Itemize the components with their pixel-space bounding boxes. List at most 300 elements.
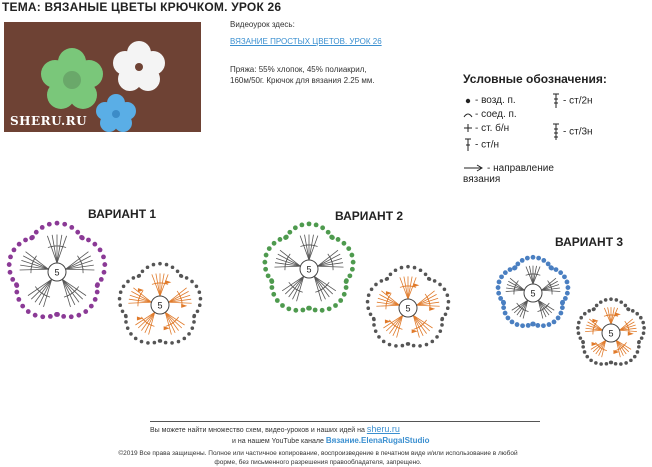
chain-dot (556, 316, 561, 321)
chain-dot (566, 285, 571, 290)
chain-dot (146, 265, 150, 269)
chain-dot (275, 298, 280, 303)
legend-item-sc: - ст. б/н (463, 123, 509, 134)
chain-dot (541, 258, 546, 263)
chain-dot (95, 282, 100, 287)
petal (29, 221, 85, 263)
chain-dot (431, 340, 435, 344)
legend-item-slip: - соед. п. (463, 109, 517, 120)
chain-dot (535, 323, 540, 328)
stitch-line (314, 276, 329, 297)
chain-dot (126, 326, 130, 330)
chain-dot (126, 280, 130, 284)
chain-dot (614, 362, 618, 366)
chain-dot (525, 256, 530, 261)
chain-dot (61, 314, 66, 319)
ring-count-label: 5 (54, 267, 60, 278)
chain-dot (320, 308, 325, 313)
chain-dot (10, 277, 15, 282)
chain-dot (7, 262, 12, 267)
petal (318, 235, 356, 284)
chain-dot (47, 222, 52, 227)
chain-dot (124, 320, 128, 324)
chain-dot (631, 309, 635, 313)
chain-dot (17, 242, 22, 247)
chain-dot (615, 298, 619, 302)
chain-dot (192, 314, 196, 318)
chain-dot (141, 270, 145, 274)
stitch-line (616, 340, 629, 352)
ring-count-label: 5 (608, 328, 614, 339)
chain-dot (278, 237, 283, 242)
chain-dot (400, 266, 404, 270)
chain-dot (284, 235, 289, 240)
chain-dot (577, 321, 581, 325)
chain-dot (185, 276, 189, 280)
chain-dot (286, 306, 291, 311)
chain-dot (153, 341, 157, 345)
chain-dot (350, 253, 355, 258)
chain-dot (624, 304, 628, 308)
chain-dot (262, 260, 267, 265)
footer-copyright: ©2019 Все права защищены. Полное или частичное копирование, воспроизведение в печатном виде и/или использование в любой форме, без письменного разрешения правообладателя, запрещено. (118, 450, 518, 466)
chain-dot (187, 332, 191, 336)
sheru-link[interactable]: sheru.ru (366, 424, 400, 434)
single-crochet-icon (463, 123, 473, 133)
chain-dot (146, 341, 150, 345)
legend-item-dtr: - ст/3н (551, 123, 593, 141)
chain-dot (30, 235, 35, 240)
chain-dot (102, 270, 107, 275)
chain-dot (369, 312, 373, 316)
chain-dot (552, 319, 557, 324)
direction-arrow (412, 329, 418, 333)
chain-dot (581, 345, 585, 349)
stitch-line (160, 274, 164, 296)
chain-dot (320, 225, 325, 230)
chain-dot (326, 230, 331, 235)
petal (283, 221, 335, 260)
legend-item-direction: - направление вязания (463, 163, 554, 185)
chain-dot (159, 339, 163, 343)
chain-dot (636, 350, 640, 354)
petal (609, 340, 641, 366)
chain-dot (446, 293, 450, 297)
stitch-line (389, 315, 402, 333)
direction-arrow (429, 307, 435, 311)
chain-dot (122, 285, 126, 289)
chain-dot (190, 280, 194, 284)
chain-dot (12, 248, 17, 253)
chain-dot (401, 344, 405, 348)
stitch-line (533, 266, 537, 284)
chain-dot (639, 316, 643, 320)
photo-brand-watermark: SHERU.RU (10, 114, 88, 128)
petal (66, 235, 108, 288)
chain-dot (48, 314, 53, 319)
chain-dot (177, 340, 181, 344)
chain-dot (280, 303, 285, 308)
chain-dot (526, 323, 531, 328)
chain-dot (14, 283, 19, 288)
stitch-line (318, 266, 344, 267)
chain-dot (633, 355, 637, 359)
stitch-line (47, 236, 57, 263)
chain-dot (92, 242, 97, 247)
stitch-line (593, 340, 606, 352)
chain-dot (377, 335, 381, 339)
chain-dot (439, 329, 443, 333)
chain-dot (609, 297, 613, 301)
chain-dot (592, 307, 596, 311)
chain-dot (346, 246, 351, 251)
chain-dot (585, 355, 589, 359)
chain-dot (179, 274, 183, 278)
chain-dot (440, 323, 444, 327)
chain-dot (300, 308, 305, 313)
chain-dot (501, 301, 506, 306)
chain-dot (599, 362, 603, 366)
stitch-line (66, 269, 95, 270)
chain-dot (604, 298, 608, 302)
legend-item-dc: - ст/н (463, 138, 499, 152)
petal (581, 340, 613, 366)
stitch-line (585, 330, 602, 331)
legend-item-tr: - ст/2н (551, 93, 593, 109)
chain-dot (101, 254, 106, 259)
chain-dot (374, 329, 378, 333)
direction-arrow (628, 332, 634, 336)
stitch-bar (538, 310, 543, 312)
chain-dot (14, 290, 19, 295)
chain-dot (579, 336, 583, 340)
chain-dot (444, 312, 448, 316)
chain-dot (129, 332, 133, 336)
stitch-line (542, 290, 561, 291)
chain-dot (327, 306, 332, 311)
stitch-line (35, 279, 52, 302)
petal (169, 274, 203, 318)
slip-stitch-icon (463, 109, 473, 119)
chain-dot (446, 306, 450, 310)
legend-title: Условные обозначения: (463, 72, 607, 86)
chain-dot (389, 273, 393, 277)
ring-count-label: 5 (157, 300, 163, 311)
variant-3-inner-diagram (570, 292, 652, 374)
chain-dot (413, 266, 417, 270)
chain-dot (307, 221, 312, 226)
variant-3-label: ВАРИАНТ 3 (555, 235, 624, 249)
chain-dot (587, 309, 591, 313)
chain-dot (382, 340, 386, 344)
stitch-line (309, 236, 318, 260)
chain-dot (558, 311, 563, 316)
chain-dot (370, 288, 374, 292)
chain-dot (62, 222, 67, 227)
chain-dot (626, 307, 630, 311)
petal (14, 279, 60, 319)
stitch-line (417, 305, 440, 306)
petal (592, 297, 631, 324)
petal (7, 235, 49, 288)
stitch-line (169, 302, 192, 303)
chain-dot (196, 309, 200, 313)
stitch-line (52, 235, 57, 263)
petal (417, 277, 451, 321)
chain-dot (158, 262, 162, 266)
petal (262, 235, 300, 284)
chain-dot (583, 312, 587, 316)
stitch-line (620, 330, 637, 331)
chain-dot (137, 274, 141, 278)
arrow-icon (463, 163, 485, 173)
chain-dot (497, 280, 502, 285)
stitch-bar (166, 325, 171, 327)
chain-dot (440, 317, 444, 321)
chain-dot (272, 241, 277, 246)
chain-dot (171, 265, 175, 269)
chain-dot (124, 315, 128, 319)
stitch-line (506, 290, 525, 291)
chain-dot (419, 268, 423, 272)
chain-dot (270, 285, 275, 290)
chain-dot (380, 279, 384, 283)
footer-divider (150, 421, 540, 422)
stitch-line (156, 274, 160, 296)
stitch-line (160, 274, 168, 296)
chain-dot (34, 230, 39, 235)
chain-dot (344, 278, 349, 283)
petal (496, 265, 525, 305)
chain-dot (581, 341, 585, 345)
chain-dot (610, 361, 614, 365)
stitch-bar (315, 290, 320, 292)
chain-dot (199, 297, 203, 301)
chain-dot (344, 285, 349, 290)
chain-dot (338, 298, 343, 303)
variant-1-outer-diagram (0, 215, 115, 330)
chain-dot (560, 300, 565, 305)
chain-dot (531, 322, 536, 327)
chain-dot (102, 262, 107, 267)
chain-dot (367, 293, 371, 297)
stitch-line (408, 277, 416, 299)
chain-dot (433, 279, 437, 283)
chain-dot (140, 340, 144, 344)
chain-dot (152, 263, 156, 267)
chain-dot (565, 280, 570, 285)
stitch-line (404, 277, 408, 299)
chain-dot (40, 314, 45, 319)
stitch-line (20, 269, 49, 270)
chain-dot (366, 300, 370, 304)
chain-dot (119, 290, 123, 294)
chain-dot (435, 335, 439, 339)
chain-dot (641, 321, 645, 325)
direction-arrow (165, 280, 171, 284)
chain-dot (547, 322, 552, 327)
chain-dot (508, 267, 513, 272)
chain-dot (264, 253, 269, 258)
chain-dot (536, 256, 541, 261)
petal (269, 276, 312, 312)
stitch-bar (313, 245, 318, 246)
variant-2-label: ВАРИАНТ 2 (335, 209, 404, 223)
petal (158, 312, 196, 344)
stitch-line (611, 307, 614, 324)
page-title: ТЕМА: ВЯЗАНЫЕ ЦВЕТЫ КРЮЧКОМ. УРОК 26 (2, 0, 282, 14)
chain-dot (562, 274, 567, 279)
chain-dot (79, 235, 84, 240)
direction-arrow (413, 283, 419, 287)
chain-dot (89, 304, 94, 309)
variant-1-inner-diagram (110, 255, 210, 355)
chain-dot (69, 225, 74, 230)
petal (366, 277, 400, 321)
chain-dot (438, 283, 442, 287)
petal (576, 307, 602, 344)
chain-dot (619, 300, 623, 304)
chain-dot (531, 255, 536, 260)
petal (385, 265, 432, 299)
chain-dot (198, 303, 202, 307)
stitch-line (289, 276, 304, 297)
stitch-bar (414, 328, 419, 330)
chain-dot (195, 285, 199, 289)
chain-dot (336, 237, 341, 242)
chain-dot (589, 359, 593, 363)
petal (542, 265, 571, 305)
chain-dot (118, 303, 122, 307)
stitch-line (28, 279, 52, 295)
chain-dot (520, 323, 525, 328)
ring-count-label: 5 (405, 303, 411, 314)
chain-dot (558, 270, 563, 275)
chain-dot (637, 340, 641, 344)
stitch-line (309, 235, 313, 260)
chain-dot (165, 263, 169, 267)
chain-dot (424, 273, 428, 277)
chain-dot (23, 238, 28, 243)
chain-dot (198, 290, 202, 294)
chain-dot-icon (463, 95, 473, 105)
video-lesson-link[interactable]: ВЯЗАНИЕ ПРОСТЫХ ЦВЕТОВ. УРОК 26 (230, 37, 382, 46)
chain-dot (510, 319, 515, 324)
chain-dot (351, 260, 356, 265)
chain-dot (372, 318, 376, 322)
chain-dot (595, 304, 599, 308)
ring-count-label: 5 (530, 288, 536, 299)
direction-arrow (592, 319, 598, 323)
chain-dot (164, 341, 168, 345)
chain-dot (406, 265, 410, 269)
chain-dot (267, 246, 272, 251)
chain-dot (33, 313, 38, 318)
direction-arrow (138, 288, 144, 292)
double-treble-icon (551, 93, 561, 109)
chain-dot (594, 361, 598, 365)
stitch-line (141, 312, 154, 330)
petal (406, 315, 444, 347)
chain-dot (503, 270, 508, 275)
chain-dot (576, 326, 580, 330)
chain-dot (95, 290, 100, 295)
chain-dot (121, 309, 125, 313)
direction-arrow (137, 317, 143, 321)
chain-dot (134, 337, 138, 341)
stitch-line (300, 236, 309, 260)
stitch-line (408, 277, 412, 299)
chain-dot (385, 277, 389, 281)
variant-1-label: ВАРИАНТ 1 (88, 207, 157, 221)
petal (306, 276, 349, 312)
stitch-line (57, 236, 67, 263)
chain-dot (560, 305, 565, 310)
stitch-line (152, 274, 160, 296)
chain-dot (642, 331, 646, 335)
video-label: Видеоурок здесь: (230, 20, 295, 29)
petal (372, 315, 410, 347)
chain-dot (191, 326, 195, 330)
chain-dot (579, 316, 583, 320)
chain-dot (170, 341, 174, 345)
variant-2-outer-diagram (255, 215, 363, 323)
chain-dot (40, 225, 45, 230)
petal (118, 274, 152, 318)
chain-dot (75, 230, 80, 235)
chain-dot (20, 304, 25, 309)
chain-dot (69, 314, 74, 319)
chain-dot (342, 241, 347, 246)
chain-dot (329, 235, 334, 240)
petal (137, 262, 184, 296)
chain-dot (513, 265, 518, 270)
chain-dot (314, 223, 319, 228)
footer-line-2: и на нашем YouTube канале Вязание.ElenaRugalStudio (232, 436, 430, 445)
chain-dot (407, 342, 411, 346)
chain-dot (501, 305, 506, 310)
chain-dot (350, 267, 355, 272)
chain-dot (86, 238, 91, 243)
stitch-line (62, 279, 79, 302)
chain-dot (55, 221, 60, 226)
chain-dot (388, 343, 392, 347)
stitch-line (529, 266, 533, 284)
chain-dot (76, 313, 81, 318)
chain-dot (98, 248, 103, 253)
chain-dot (503, 311, 508, 316)
chain-dot (293, 308, 298, 313)
petal (620, 307, 646, 344)
chain-dot (629, 359, 633, 363)
direction-arrow (385, 320, 391, 324)
chain-dot (412, 344, 416, 348)
chain-dot (347, 273, 352, 278)
chain-dot (635, 312, 639, 316)
youtube-channel-link[interactable]: Вязание.ElenaRugalStudio (325, 436, 430, 445)
chain-dot (192, 320, 196, 324)
chain-dot (55, 312, 60, 317)
chain-dot (83, 309, 88, 314)
chain-dot (93, 297, 98, 302)
petal (54, 279, 100, 319)
triple-treble-icon (551, 123, 561, 141)
chain-dot (374, 283, 378, 287)
chain-dot (640, 336, 644, 340)
stitch-line (376, 305, 399, 306)
petal (124, 312, 162, 344)
chain-dot (506, 316, 511, 321)
